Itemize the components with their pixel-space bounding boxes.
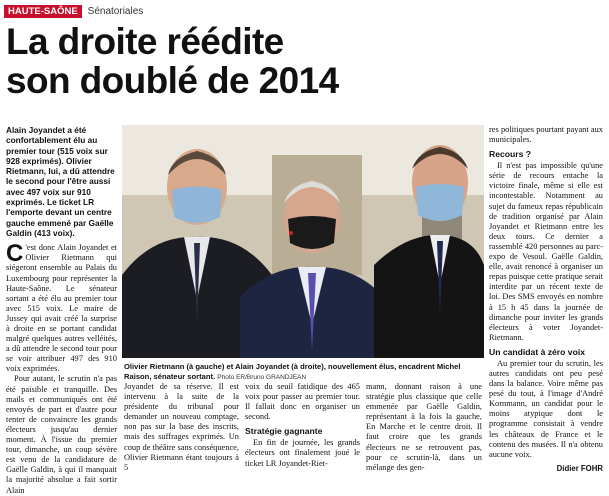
- article-photo: [122, 125, 484, 358]
- section-rubric: [4, 5, 143, 18]
- column-5-paragraph-3: Au premier tour du scrutin, les autres candidats ont peu pesé dans la balance. Voire même pas pesé du tout, à l'image d'André Kornmann, un candidat pour le moins atypique dont le programme consistait à vendre les châteaux de France et le contenu des musées. Il n'a obtenu aucune voix.: [489, 358, 603, 459]
- headline: [6, 22, 606, 100]
- column-1-paragraph-1: [6, 240, 117, 374]
- photo-illustration: [122, 125, 484, 358]
- lead-paragraph: Alain Joyandet a été confortablement élu au premier tour (515 voix sur 928 exprimés). Olivier Rietmann, lui, a dû attendre le second pour l'être aussi avec 497 voix sur 910 exprimés. Le ticket LR l'emporte devant un centre gauche emmené par Gaëlle Galdin (413 voix).: [6, 125, 115, 238]
- column-3-paragraph-2: En fin de journée, les grands électeurs ont finalement joué le ticket LR Joyandet-Riet-: [245, 438, 360, 468]
- subhead-zero-voix: Un candidat à zéro voix: [489, 346, 585, 357]
- column-2-paragraph-1: Joyandet de sa réserve. Il est intervenu à la suite de la présidente du tribunal pour demander un nouveau comptage, non pas sur la base des inscrits, mais des suffrages exprimés. Un coup de théâtre sans conséquence, Olivier Rietmann étant toujours à 5: [124, 382, 239, 472]
- column-5-paragraph-1: res politiques pourtant payant aux municipales.: [489, 125, 603, 145]
- column-2: [124, 382, 239, 473]
- photo-caption: [124, 362, 482, 382]
- region-tag: HAUTE-SAÔNE: [4, 5, 82, 18]
- headline-line-2: son doublé de 2014: [6, 60, 339, 101]
- column-5-paragraph-2: Il n'est pas impossible qu'une série de recours entache la victoire finale, même si elle est incontestable. Notamment au sujet du fameux repas républicain de tradition organisé par Alain Joyandet et Rietmann entre les deux tours. Ce dernier a rassemblé 420 personnes au parc-expo de Vesoul. Gaëlle Galdin, elle, avait renoncé à organiser un repas puisque cette pratique serait interdite par un récent texte de loi. Des SMS envoyés en nombre à 15 h 45 dans la journée de dimanche pour inviter les grands électeurs à voter Joyandet-Rietmann.: [489, 161, 603, 342]
- column-3: [245, 382, 360, 469]
- column-4: [366, 382, 482, 473]
- subhead-recours: Recours ?: [489, 149, 532, 160]
- column-3-paragraph-1: voix du seuil fatidique des 465 voix pour passer au premier tour. Il fallait donc en organiser un second.: [245, 382, 360, 422]
- column-1: [6, 125, 117, 496]
- headline-line-1: La droite réédite: [6, 21, 284, 62]
- author-signature: Didier FOHR: [556, 463, 603, 473]
- column-5: [489, 125, 603, 474]
- drop-cap: C: [6, 240, 24, 268]
- column-1-paragraph-1-text: 'est donc Alain Joyandet et Olivier Rietmann qui siégeront ensemble au Palais du Luxembourg pour représenter la Haute-Saône. Le sénateur sortant a été élu au premier tour avec 515 voix. Le maire de Jussey qui avait créé la surprise à droite en se portant candidat malgré quelques autres velléités, a dû attendre le second tour pour se voir attribuer 497 des 910 voix exprimées.: [6, 243, 117, 374]
- caption-text: Olivier Rietmann (à gauche) et Alain Joyandet (à droite), nouvellement élus, encadrent Michel Raison, sénateur sortant.: [124, 362, 461, 381]
- section-label: Sénatoriales: [87, 6, 144, 17]
- column-4-paragraph-1: mann, donnant raison à une stratégie plus classique que celle emmenée par Gaëlle Galdin, représentant à la fois la gauche, En Marche et le centre droit. Il faut croire que les grands électeurs ne se retrouvent pas, pour ce scrutin-là, dans un mélange des gen-: [366, 382, 482, 472]
- photo-credit: Photo ER/Bruno GRANDJEAN: [217, 373, 307, 381]
- subhead-strategy: Stratégie gagnante: [245, 426, 323, 437]
- column-1-paragraph-2: Pour autant, le scrutin n'a pas été paisible et tranquille. Des mails et communiqués ont été envoyés de part et d'autre pour tenter de convaincre les grands électeurs jusqu'au dernier moment. À l'issue du premier tour, dimanche, un coup sévère est venu de la candidature de Gaëlle Galdin, à qui il manquait la majorité absolue a fait sortir Alain: [6, 374, 117, 495]
